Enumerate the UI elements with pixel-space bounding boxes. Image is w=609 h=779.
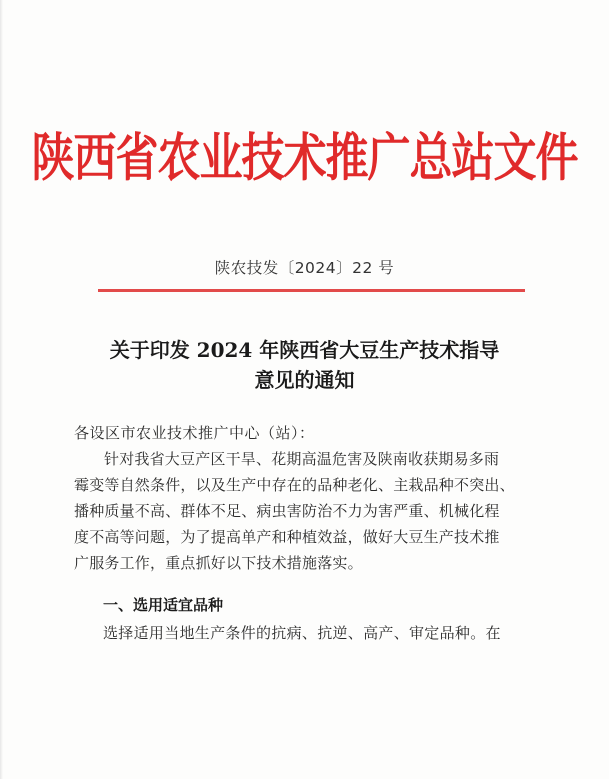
document-body xyxy=(74,420,534,576)
issuer-header-title: 陕西省农业技术推广总站文件 xyxy=(31,128,578,189)
red-divider-line xyxy=(98,289,525,292)
notice-title-line-2: 意见的通知 xyxy=(254,368,355,392)
section-1-first-line: 选择适用当地生产条件的抗病、抗逆、高产、审定品种。在 xyxy=(103,624,501,642)
section-heading-1: 一、选用适宜品种 xyxy=(103,596,224,614)
notice-title-line-1: 关于印发 2024 年陕西省大豆生产技术指导 xyxy=(109,338,500,362)
notice-title xyxy=(0,335,609,395)
paragraph-1-line: 播种质量不高、群体不足、病虫害防治不力为害严重、机械化程 xyxy=(74,502,500,520)
paragraph-1-line: 针对我省大豆产区干旱、花期高温危害及陕南收获期易多雨 xyxy=(104,450,500,468)
paragraph-1 xyxy=(74,446,534,576)
paragraph-1-line: 广服务工作，重点抓好以下技术措施落实。 xyxy=(74,554,363,572)
paragraph-1-line: 霉变等自然条件，以及生产中存在的品种老化、主栽品种不突出、 xyxy=(74,476,515,494)
salutation: 各设区市农业技术推广中心（站）： xyxy=(74,424,315,442)
document-number: 陕农技发〔2024〕22 号 xyxy=(214,259,395,277)
paragraph-1-line: 度不高等问题，为了提高单产和种植效益，做好大豆生产技术推 xyxy=(74,528,500,546)
